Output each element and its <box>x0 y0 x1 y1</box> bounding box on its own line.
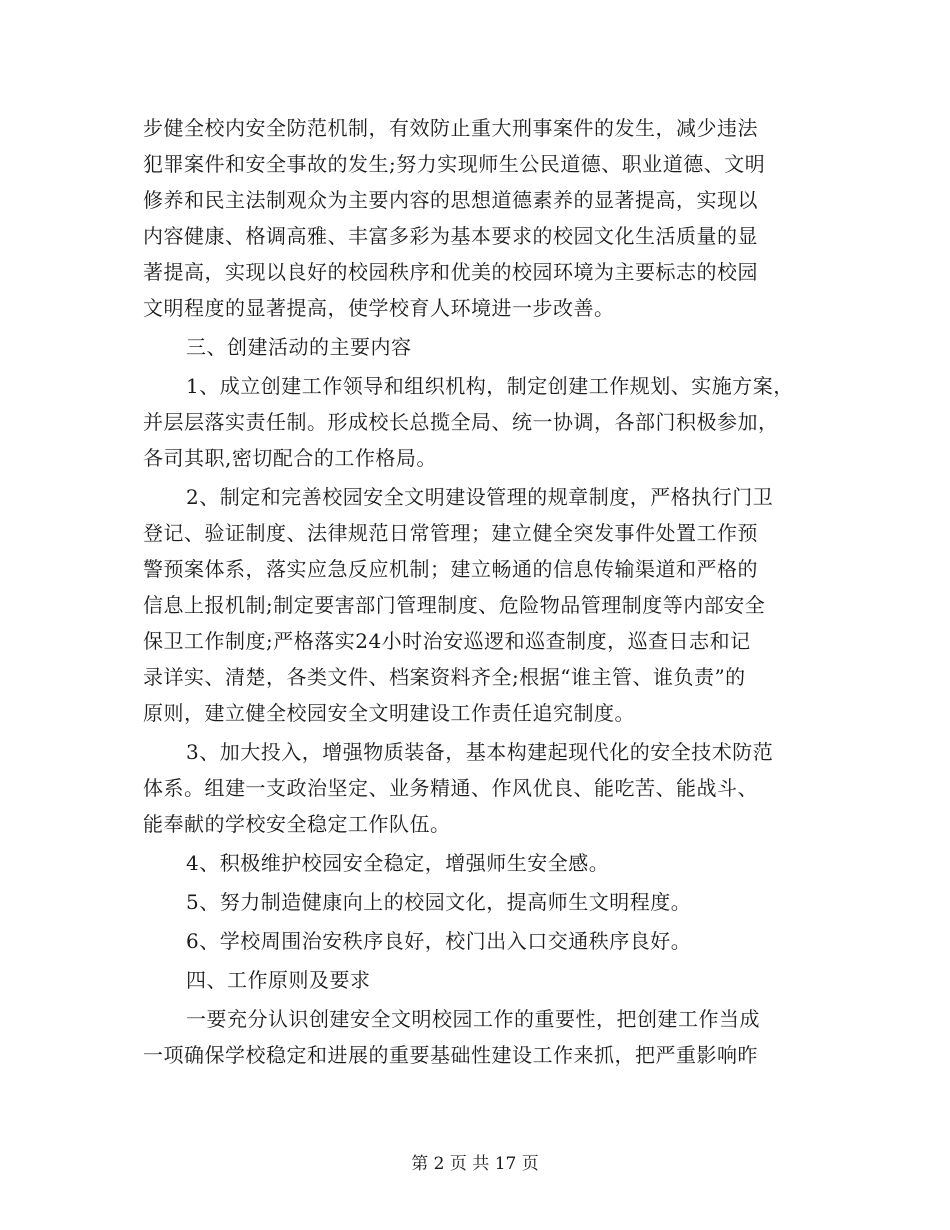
text-line: 体系。组建一支政治坚定、业务精通、作风优良、能吃苦、能战斗、 <box>143 776 758 800</box>
text-line: 各司其职,密切配合的工作格局。 <box>143 446 437 470</box>
text-line: 并层层落实责任制。形成校长总揽全局、统一协调，各部门积极参加， <box>143 410 779 434</box>
text-line: 警预案体系，落实应急反应机制；建立畅通的信息传输渠道和严格的 <box>143 557 758 581</box>
text-line: 一项确保学校稳定和进展的重要基础性建设工作来抓，把严重影响昨 <box>143 1043 758 1067</box>
text-line: 一要充分认识创建安全文明校园工作的重要性，把创建工作当成 <box>186 1007 760 1031</box>
text-line: 保卫工作制度;严格落实24小时治安巡逻和巡查制度，巡查日志和记 <box>143 629 751 653</box>
text-line: 1、成立创建工作领导和组织机构，制定创建工作规划、实施方案， <box>186 374 794 398</box>
page-number: 第 2 页 共 17 页 <box>411 1154 539 1174</box>
text-line: 信息上报机制;制定要害部门管理制度、危险物品管理制度等内部安全 <box>143 593 766 617</box>
text-line: 著提高，实现以良好的校园秩序和优美的校园环境为主要标志的校园 <box>143 260 758 284</box>
text-line: 修养和民主法制观众为主要内容的思想道德素养的显著提高，实现以 <box>143 188 758 212</box>
text-line: 6、学校周围治安秩序良好，校门出入口交通秩序良好。 <box>186 929 692 953</box>
text-line: 能奉献的学校安全稳定工作队伍。 <box>143 812 451 836</box>
text-line: 犯罪案件和安全事故的发生;努力实现师生公民道德、职业道德、文明 <box>143 152 766 176</box>
text-line: 4、积极维护校园安全稳定，增强师生安全感。 <box>186 851 610 875</box>
text-line: 登记、验证制度、法律规范日常管理；建立健全突发事件处置工作预 <box>143 521 758 545</box>
text-line: 3、加大投入，增强物质装备，基本构建起现代化的安全技术防范 <box>186 740 774 764</box>
section-heading: 四、工作原则及要求 <box>186 968 371 992</box>
text-line: 文明程度的显著提高，使学校育人环境进一步改善。 <box>143 296 615 320</box>
text-line: 5、努力制造健康向上的校园文化，提高师生文明程度。 <box>186 890 692 914</box>
text-line: 步健全校内安全防范机制，有效防止重大刑事案件的发生，减少违法 <box>143 116 758 140</box>
text-line: 内容健康、格调高雅、丰富多彩为基本要求的校园文化生活质量的显 <box>143 224 758 248</box>
text-line: 2、制定和完善校园安全文明建设管理的规章制度，严格执行门卫 <box>186 485 774 509</box>
text-line: 录详实、清楚，各类文件、档案资料齐全;根据“谁主管、谁负责”的 <box>143 665 746 689</box>
text-line: 原则，建立健全校园安全文明建设工作责任追究制度。 <box>143 701 635 725</box>
section-heading: 三、创建活动的主要内容 <box>186 335 412 359</box>
